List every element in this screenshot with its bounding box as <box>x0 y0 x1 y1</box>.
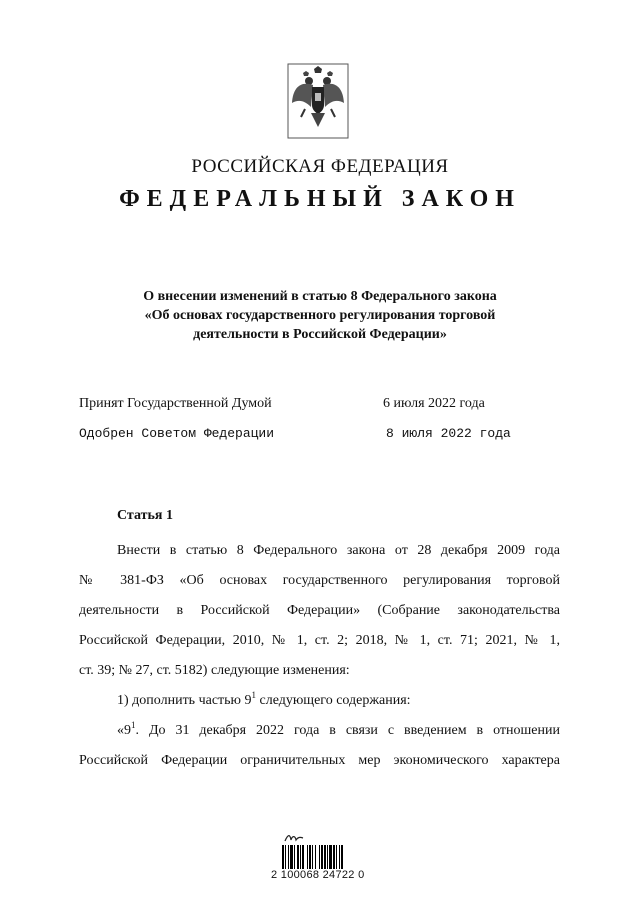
law-title-line-1: О внесении изменений в статью 8 Федерального закона <box>143 289 497 304</box>
item-1-line <box>79 690 560 720</box>
country-title: РОССИЙСКАЯ ФЕДЕРАЦИЯ <box>191 156 449 177</box>
article-heading: Статья 1 <box>117 508 173 523</box>
item-1-text-post: следующего содержания: <box>256 693 411 708</box>
coat-of-arms-emblem <box>287 63 349 139</box>
quote-text-post: . До 31 декабря 2022 года в связи с введением в отношении <box>135 723 560 738</box>
duma-adoption-date: 6 июля 2022 года <box>383 396 485 411</box>
quote-text-pre: «9 <box>117 723 131 738</box>
barcode-bar <box>343 845 344 869</box>
quote-line <box>79 720 560 750</box>
article-line-4: Российской Федерации, 2010, № 1, ст. 2; 2018, № 1, ст. 71; 2021, № 1, <box>79 633 560 648</box>
quote-superscript: 1 <box>131 720 136 730</box>
article-body <box>79 540 560 780</box>
duma-adoption-label: Принят Государственной Думой <box>79 396 272 411</box>
law-type-title: ФЕДЕРАЛЬНЫЙ ЗАКОН <box>119 186 521 212</box>
law-title-line-2: «Об основах государственного регулирования торговой <box>144 308 496 323</box>
law-title <box>100 287 540 344</box>
council-approval-row <box>79 426 519 441</box>
barcode <box>282 845 362 869</box>
article-line-2: № 381-ФЗ «Об основах государственного регулирования торговой <box>79 573 560 588</box>
item-1-text-pre: 1) дополнить частью 9 <box>117 693 252 708</box>
duma-adoption-row <box>79 396 519 412</box>
initials-signature <box>284 832 304 844</box>
item-1-superscript: 1 <box>251 690 256 700</box>
council-approval-date: 8 июля 2022 года <box>386 426 511 441</box>
law-title-line-3: деятельности в Российской Федерации» <box>193 327 447 342</box>
council-approval-label: Одобрен Советом Федерации <box>79 426 275 441</box>
article-line-1: Внести в статью 8 Федерального закона от 28 декабря 2009 года <box>117 543 560 558</box>
article-line-5: ст. 39; № 27, ст. 5182) следующие изменения: <box>79 663 350 678</box>
article-last-line: Российской Федерации ограничительных мер экономического характера <box>79 753 560 768</box>
article-line-3: деятельности в Российской Федерации» (Собрание законодательства <box>79 603 560 618</box>
barcode-number: 2 100068 24722 0 <box>271 869 365 881</box>
